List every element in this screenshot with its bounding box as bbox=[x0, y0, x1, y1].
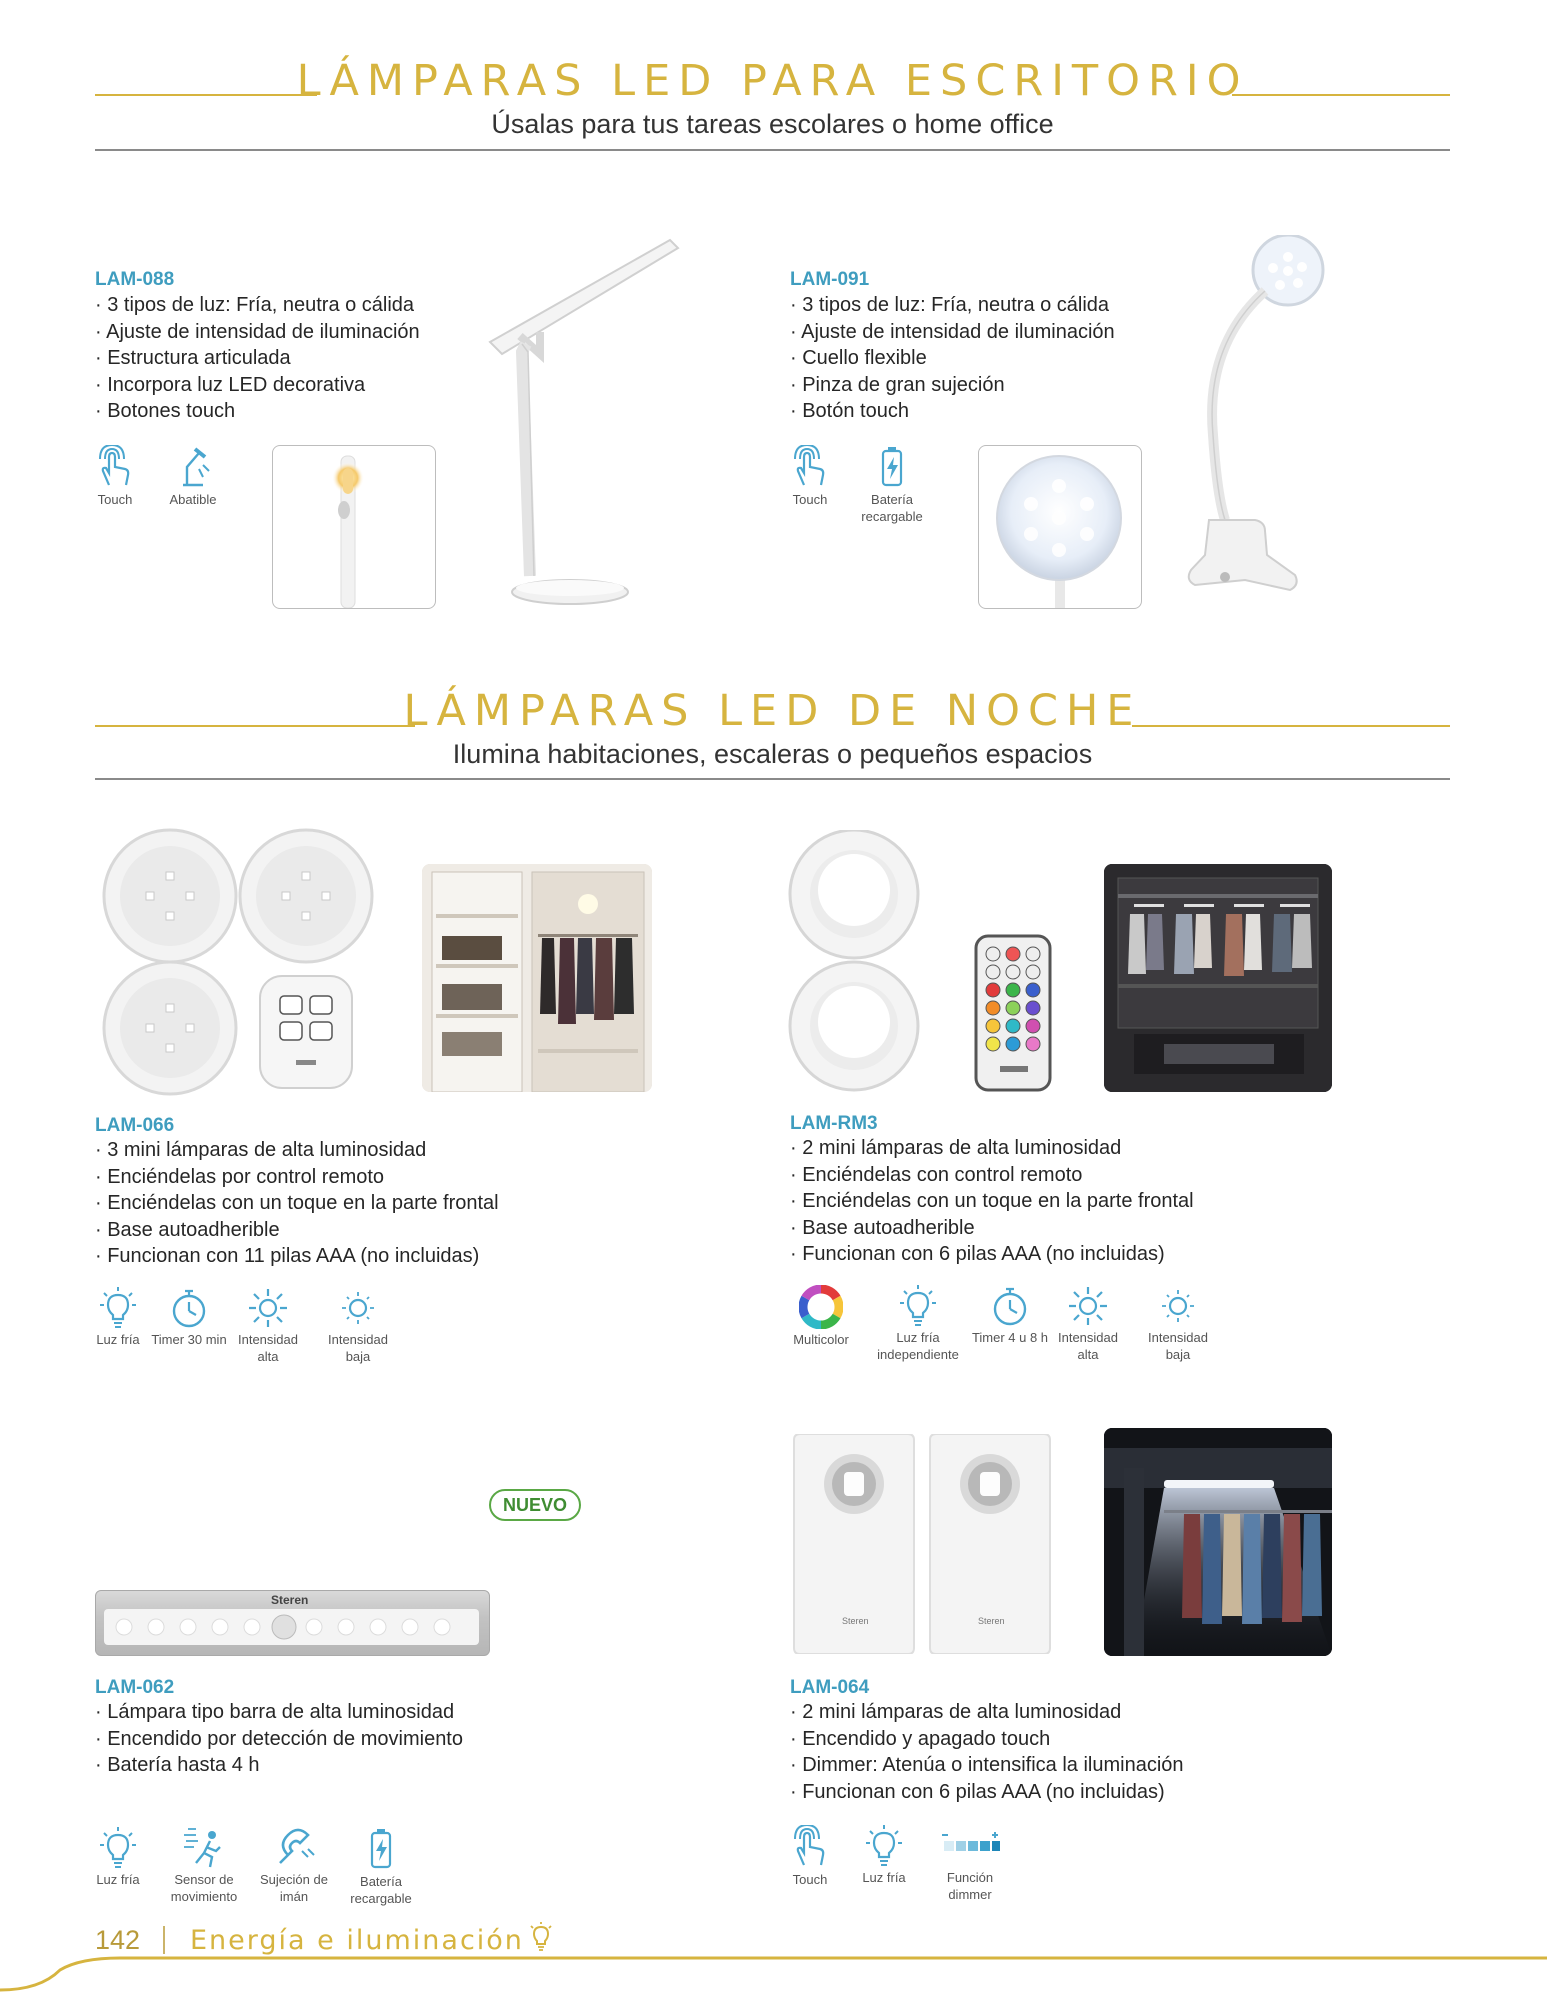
icon-label: Luz fría bbox=[862, 1870, 906, 1885]
feature-icon-touch bbox=[73, 445, 157, 508]
feature-item: · Botones touch bbox=[95, 398, 420, 425]
detail-thumbnail bbox=[978, 445, 1142, 609]
battery-icon bbox=[361, 1827, 401, 1871]
bulb-icon bbox=[98, 1287, 138, 1329]
feature-icon-battery bbox=[339, 1827, 423, 1907]
sun-low-icon bbox=[337, 1287, 379, 1329]
icon-label: Sensor de movimiento bbox=[170, 1872, 238, 1904]
feature-list bbox=[95, 1137, 499, 1270]
feature-icon-sun-low bbox=[1136, 1285, 1220, 1363]
section-divider bbox=[95, 149, 1450, 151]
sun-high-icon bbox=[247, 1287, 289, 1329]
bulb-icon bbox=[98, 1827, 138, 1869]
wardrobe-photo bbox=[1104, 864, 1332, 1092]
section-subtitle-night: Ilumina habitaciones, escaleras o pequeños espacios bbox=[452, 739, 1093, 769]
clip-lamp-image bbox=[1185, 235, 1345, 610]
product-code: LAM-RM3 bbox=[790, 1113, 878, 1134]
product-code: LAM-064 bbox=[790, 1677, 870, 1698]
feature-item: · Enciéndelas por control remoto bbox=[95, 1164, 499, 1191]
product-code: LAM-062 bbox=[95, 1677, 175, 1698]
brand-label: Steren bbox=[271, 1593, 309, 1607]
feature-item: · 2 mini lámparas de alta luminosidad bbox=[790, 1135, 1194, 1162]
feature-icon-bulb bbox=[842, 1825, 926, 1886]
feature-item: · Funcionan con 11 pilas AAA (no incluidas) bbox=[95, 1243, 499, 1270]
feature-icon-sun-high bbox=[1046, 1285, 1130, 1363]
page-number: 142 bbox=[95, 1925, 141, 1955]
icon-label: Touch bbox=[97, 492, 133, 507]
feature-item: · Enciéndelas con control remoto bbox=[790, 1162, 1194, 1189]
feature-icon-touch bbox=[768, 445, 852, 508]
icon-label: Sujeción de imán bbox=[260, 1872, 328, 1904]
feature-icon-bulb bbox=[870, 1285, 966, 1363]
feature-item: · 3 tipos de luz: Fría, neutra o cálida bbox=[95, 292, 420, 319]
multicolor-icon bbox=[799, 1285, 843, 1329]
closet-night-photo bbox=[1104, 1428, 1332, 1656]
feature-item: · Dimmer: Atenúa o intensifica la iluminación bbox=[790, 1752, 1184, 1779]
feature-icon-abatible bbox=[151, 445, 235, 508]
feature-item: · Enciéndelas con un toque en la parte frontal bbox=[790, 1188, 1194, 1215]
desk-lamp-image bbox=[480, 232, 690, 612]
icon-label: Intensidad baja bbox=[328, 1332, 388, 1364]
feature-icon-multicolor bbox=[779, 1285, 863, 1348]
feature-item: · Botón touch bbox=[790, 398, 1115, 425]
feature-item: · Encendido por detección de movimiento bbox=[95, 1726, 463, 1753]
touch-lights-image bbox=[790, 1434, 1060, 1654]
motion-sensor-icon bbox=[182, 1827, 226, 1869]
feature-item: · Ajuste de intensidad de iluminación bbox=[790, 319, 1115, 346]
bulb-outline-icon bbox=[528, 1922, 554, 1952]
brand-label: Steren bbox=[978, 1616, 1005, 1626]
magnet-icon bbox=[272, 1827, 316, 1869]
feature-icon-bulb bbox=[76, 1827, 160, 1888]
touch-icon bbox=[95, 445, 135, 489]
icon-label: Intensidad alta bbox=[1058, 1330, 1118, 1362]
abatible-icon bbox=[173, 445, 213, 489]
feature-item: · Funcionan con 6 pilas AAA (no incluidas) bbox=[790, 1779, 1184, 1806]
footer-curve bbox=[0, 1950, 1547, 2000]
led-bar-image bbox=[95, 1590, 490, 1656]
icon-label: Función dimmer bbox=[946, 1870, 994, 1902]
feature-item: · Encendido y apagado touch bbox=[790, 1726, 1184, 1753]
feature-icon-sun-low bbox=[316, 1287, 400, 1365]
section-subtitle-desk: Úsalas para tus tareas escolares o home office bbox=[491, 109, 1054, 139]
icon-label: Batería recargable bbox=[350, 1874, 412, 1906]
icon-label: Touch bbox=[792, 492, 828, 507]
product-code: LAM-088 bbox=[95, 269, 175, 290]
icon-label: Batería recargable bbox=[861, 492, 923, 524]
section-title-desk: LÁMPARAS LED PARA ESCRITORIO bbox=[296, 56, 1249, 106]
feature-icon-battery bbox=[850, 445, 934, 525]
new-badge: NUEVO bbox=[489, 1489, 581, 1521]
feature-icon-magnet bbox=[252, 1827, 336, 1905]
sun-high-icon bbox=[1067, 1285, 1109, 1327]
icon-label: Luz fría independiente bbox=[877, 1330, 959, 1362]
feature-item: · Lámpara tipo barra de alta luminosidad bbox=[95, 1699, 463, 1726]
feature-item: · Incorpora luz LED decorativa bbox=[95, 372, 420, 399]
feature-icon-touch bbox=[768, 1825, 852, 1888]
bulb-icon bbox=[898, 1285, 938, 1327]
icon-label: Timer 30 min bbox=[151, 1332, 227, 1347]
touch-icon bbox=[790, 1825, 830, 1869]
feature-list bbox=[95, 1699, 463, 1779]
feature-list bbox=[790, 292, 1115, 425]
icon-label: Touch bbox=[792, 1872, 828, 1887]
product-code: LAM-066 bbox=[95, 1115, 175, 1136]
timer-icon bbox=[990, 1285, 1030, 1327]
feature-item: · Base autoadherible bbox=[95, 1217, 499, 1244]
icon-label: Abatible bbox=[169, 492, 217, 507]
bulb-icon bbox=[864, 1825, 904, 1867]
feature-icon-dimmer bbox=[928, 1825, 1012, 1903]
feature-icon-sun-high bbox=[226, 1287, 310, 1365]
puck-lights-image bbox=[100, 828, 380, 1098]
feature-item: · Enciéndelas con un toque en la parte frontal bbox=[95, 1190, 499, 1217]
icon-label: Timer 4 u 8 h bbox=[971, 1330, 1049, 1345]
timer-icon bbox=[169, 1287, 209, 1329]
footer-section-label: Energía e iluminación bbox=[190, 1925, 524, 1956]
feature-item: · Batería hasta 4 h bbox=[95, 1752, 463, 1779]
icon-label: Intensidad baja bbox=[1148, 1330, 1208, 1362]
feature-item: · Funcionan con 6 pilas AAA (no incluidas) bbox=[790, 1241, 1194, 1268]
icon-label: Luz fría bbox=[96, 1332, 140, 1347]
touch-icon bbox=[790, 445, 830, 489]
feature-item: · 3 tipos de luz: Fría, neutra o cálida bbox=[790, 292, 1115, 319]
feature-icon-motion-sensor bbox=[162, 1827, 246, 1905]
icon-label: Multicolor bbox=[793, 1332, 849, 1347]
product-code: LAM-091 bbox=[790, 269, 870, 290]
sun-low-icon bbox=[1157, 1285, 1199, 1327]
feature-item: · Ajuste de intensidad de iluminación bbox=[95, 319, 420, 346]
puck-lights-remote-image bbox=[788, 830, 1058, 1095]
icon-label: Luz fría bbox=[96, 1872, 140, 1887]
brand-label: Steren bbox=[842, 1616, 869, 1626]
feature-item: · Pinza de gran sujeción bbox=[790, 372, 1115, 399]
dimmer-icon bbox=[938, 1825, 1002, 1867]
feature-icon-timer bbox=[147, 1287, 231, 1348]
section-divider bbox=[95, 778, 1450, 780]
feature-item: · Cuello flexible bbox=[790, 345, 1115, 372]
feature-item: · 2 mini lámparas de alta luminosidad bbox=[790, 1699, 1184, 1726]
feature-item: · 3 mini lámparas de alta luminosidad bbox=[95, 1137, 499, 1164]
icon-label: Intensidad alta bbox=[238, 1332, 298, 1364]
battery-icon bbox=[872, 445, 912, 489]
feature-icon-timer bbox=[968, 1285, 1052, 1346]
detail-thumbnail bbox=[272, 445, 436, 609]
feature-list bbox=[95, 292, 420, 425]
feature-list bbox=[790, 1135, 1194, 1268]
feature-item: · Estructura articulada bbox=[95, 345, 420, 372]
section-title-night: LÁMPARAS LED DE NOCHE bbox=[403, 686, 1142, 736]
feature-item: · Base autoadherible bbox=[790, 1215, 1194, 1242]
closet-photo bbox=[422, 864, 652, 1092]
feature-list bbox=[790, 1699, 1184, 1805]
